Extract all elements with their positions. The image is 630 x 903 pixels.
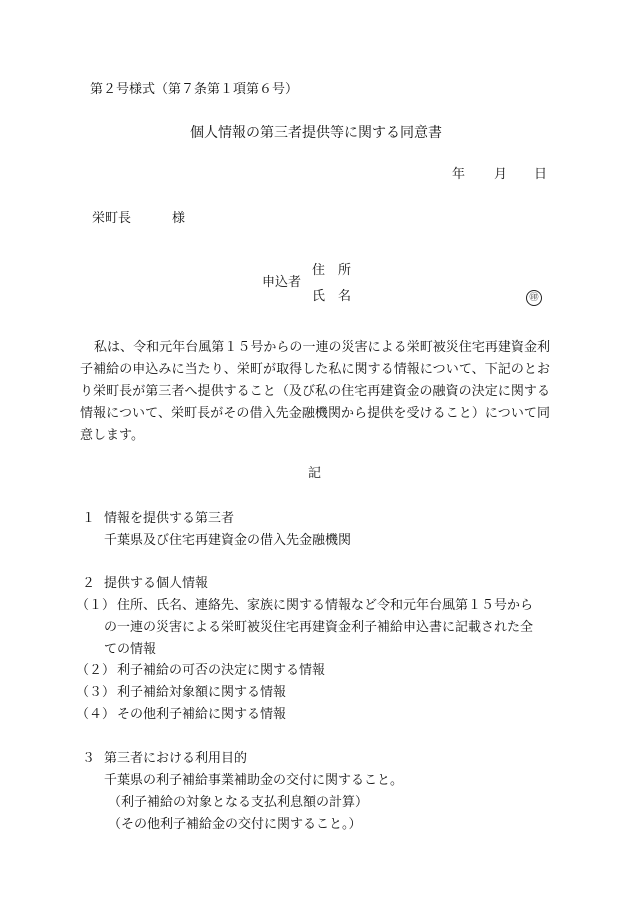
item-2-number: （２） — [76, 663, 116, 678]
consent-body: 私は、令和元年台風第１５号からの一連の災害による栄町被災住宅再建資金利子補給の申込みに当たり、栄町が取得した私に関する情報について、下記のとおり栄町長が第三者へ提供すること（及び私の住宅再建資金の融資の決定に関する情報について、栄町長がその借入先金融機関から提供を受けること）について同意します。 — [80, 340, 550, 443]
section-3-line: （利子補給の対象となる支払利息額の計算） — [108, 795, 369, 810]
date-year: 年 — [452, 167, 466, 182]
item-1-line: の一連の災害による栄町被災住宅再建資金利子補給申込書に記載された全 — [104, 620, 534, 635]
section-3-number: ３ — [82, 751, 96, 766]
section-2-title: 提供する個人情報 — [104, 576, 209, 591]
item-2-line: 利子補給の可否の決定に関する情報 — [117, 663, 326, 678]
date-month: 月 — [494, 167, 508, 182]
section-2-number: ２ — [82, 576, 96, 591]
section-3-line: （その他利子補給金の交付に関すること。） — [108, 817, 362, 832]
item-4-number: （４） — [76, 707, 116, 722]
item-1-line: 住所、氏名、連絡先、家族に関する情報など令和元年台風第１５号から — [117, 598, 534, 613]
addressee-name: 栄町長 — [92, 211, 132, 226]
section-1-title: 情報を提供する第三者 — [104, 511, 235, 526]
section-3-line: 千葉県の利子補給事業補助金の交付に関すること。 — [104, 773, 404, 788]
ki-heading: 記 — [308, 466, 322, 481]
section-1-number: １ — [82, 511, 96, 526]
address-label: 住 所 — [312, 263, 352, 278]
section-3-title: 第三者における利用目的 — [104, 751, 248, 766]
item-3-number: （３） — [76, 685, 116, 700]
name-label: 氏 名 — [312, 289, 352, 304]
date-day: 日 — [534, 167, 548, 182]
applicant-label: 申込者 — [262, 275, 302, 290]
document-title: 個人情報の第三者提供等に関する同意書 — [190, 125, 442, 141]
seal-mark: ㊞ — [526, 290, 542, 306]
item-4-line: その他利子補給に関する情報 — [117, 707, 287, 722]
item-3-line: 利子補給対象額に関する情報 — [117, 685, 287, 700]
addressee-honorific: 様 — [172, 211, 186, 226]
item-1-number: （１） — [76, 598, 116, 613]
form-number: 第２号様式（第７条第１項第６号） — [90, 82, 299, 97]
item-1-line: ての情報 — [104, 642, 157, 657]
section-1-line: 千葉県及び住宅再建資金の借入先金融機関 — [104, 533, 352, 548]
